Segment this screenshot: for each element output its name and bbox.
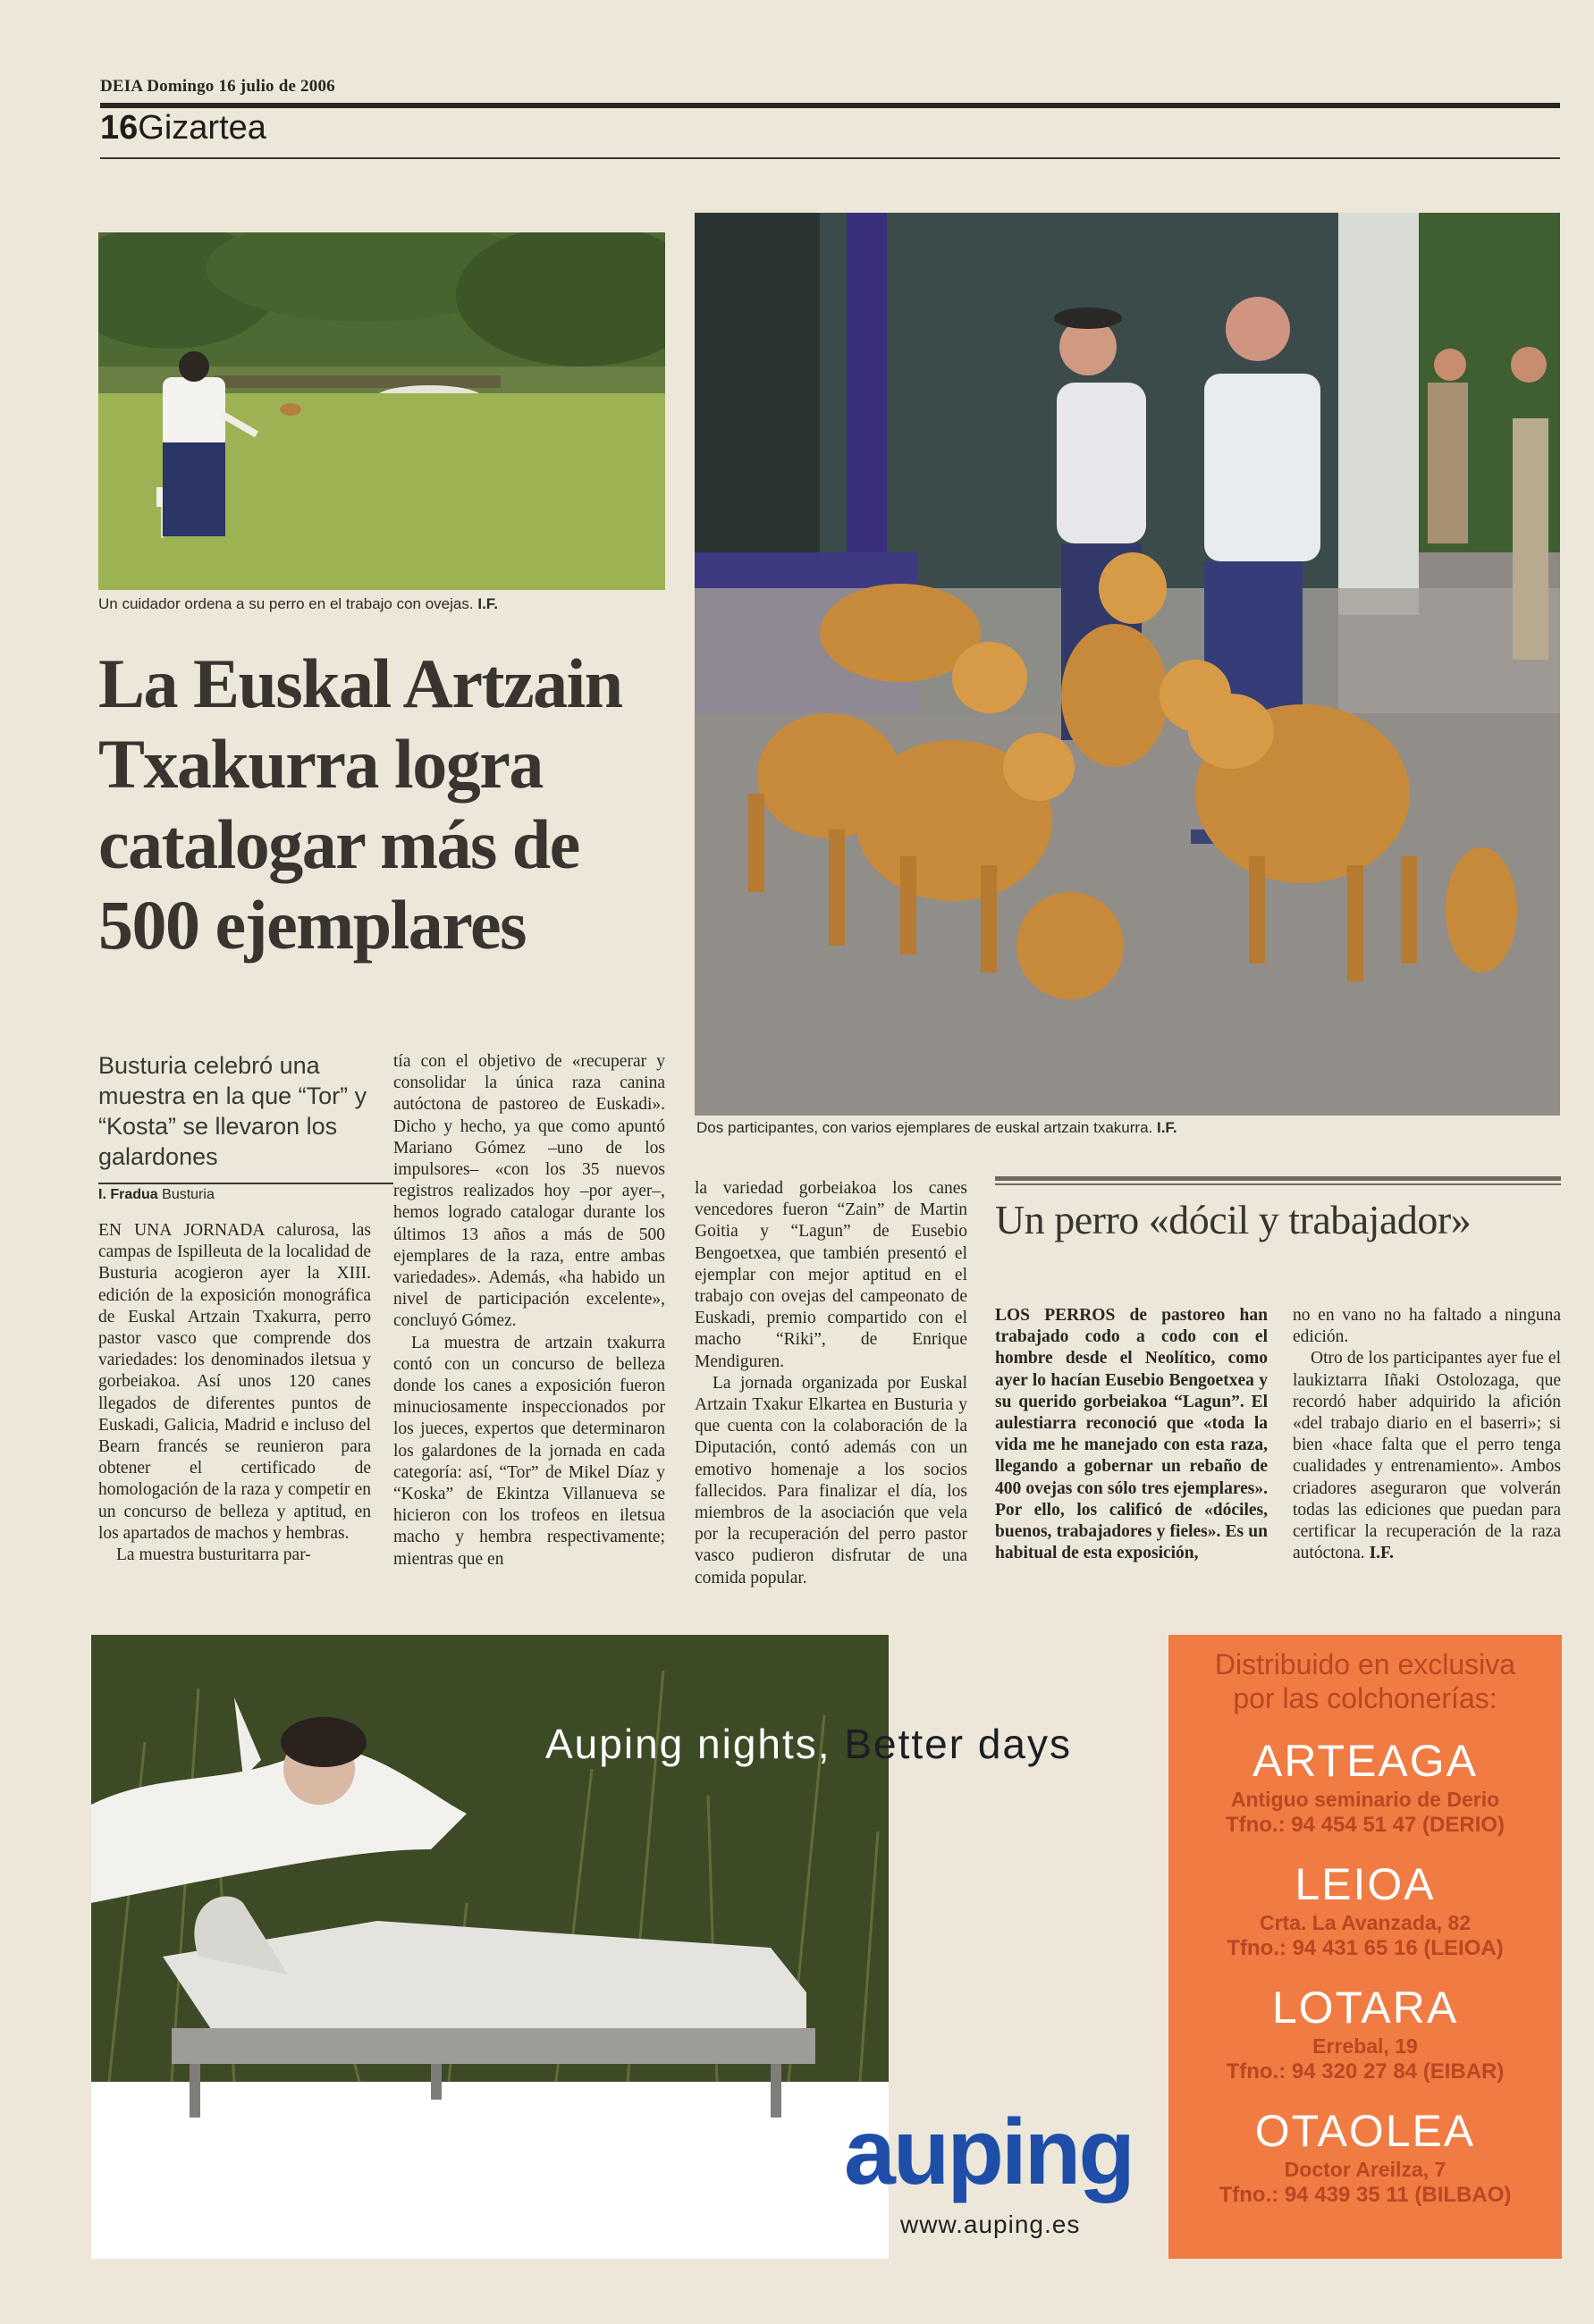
dogs-photo: [695, 213, 1560, 1116]
subhead: Busturia celebró una muestra en la que “Tor” y “Kosta” se llevaron los galardones: [98, 1052, 367, 1170]
store-leioa: [1168, 1858, 1562, 1962]
section-title: [100, 109, 266, 147]
photo2-caption: [696, 1119, 1177, 1137]
ad-tagline: [545, 1720, 1072, 1768]
auping-logo: auping: [844, 2101, 1133, 2204]
header-rule: [100, 103, 1560, 108]
store-phone: Tfno.: 94 439 35 11 (BILBAO): [1219, 2183, 1512, 2207]
paragraph: La muestra busturitarra par-: [116, 1545, 311, 1565]
paragraph-text: Otro de los participantes ayer fue el laukiztarra Iñaki Ostolozaga, que recordó haber adquirido la afición «del trabajo diario en el baserri»; si bien «hace falta que el perro tenga cualidades y entrenamiento». Ambos criadores aseguraron que volverán todas las ediciones que puedan para certificar la recuperación de la raza autóctona.: [1293, 1349, 1561, 1563]
distributor-box: [1168, 1635, 1562, 2259]
store-phone: Tfno.: 94 320 27 84 (EIBAR): [1226, 2059, 1505, 2084]
distributor-heading-1: Distribuido en exclusiva: [1214, 1648, 1516, 1680]
article-column-3: [695, 1178, 967, 1589]
shepherd-photo: [98, 232, 665, 590]
auping-advertisement: [91, 1635, 1562, 2259]
paragraph: La muestra de artzain txakurra contó con un concurso de belleza donde los canes a exposición fueron minuciosamente inspeccionados por los jueces, expertos que determinaron los galardones de la jornada en cada categoría: así, “Tor” de Mikel Díaz y “Koska” de Ekintza Villanueva se hicieron con los trofeos en iletsua macho y hembra respectivamente; mientras que en: [393, 1333, 665, 1569]
sidebar-column-1: [995, 1305, 1268, 1564]
store-lotara: [1168, 1982, 1562, 2085]
photo1-caption-text: Un cuidador ordena a su perro en el trabajo con ovejas.: [98, 595, 474, 612]
store-phone: Tfno.: 94 454 51 47 (DERIO): [1225, 1813, 1505, 1837]
store-name: ARTEAGA: [1252, 1736, 1479, 1786]
tagline-part-1: Auping nights,: [545, 1721, 831, 1767]
store-address: Crta. La Avanzada, 82: [1259, 1911, 1472, 1934]
headline: La Euskal Artzain Txakurra logra catalogar más de 500 ejemplares: [98, 644, 622, 964]
sidebar-column-2: [1293, 1305, 1561, 1564]
paragraph: no en vano no ha faltado a ninguna edición.: [1293, 1306, 1561, 1347]
byline-author: I. Fradua: [98, 1187, 158, 1202]
photo1-caption: [98, 595, 498, 613]
store-name: LOTARA: [1271, 1983, 1459, 2033]
sidebar-rule: [995, 1176, 1561, 1181]
photo1-credit: I.F.: [477, 595, 499, 612]
paragraph: LOS PERROS de pastoreo han trabajado codo a codo con el hombre desde el Neolítico, como ayer lo hacían Eusebio Bengoetxea y su querido gorbeiakoa “Lagun”. El aulestiarra reconoció que «toda la vida me he manejado con esta raza, llegando a gobernar un rebaño de 400 ovejas con sólo tres ejemplares». Por ello, los calificó de «dóciles, buenos, trabajadores y fieles». Es un habitual de esta exposición,: [995, 1306, 1268, 1563]
byline-place: Busturia: [162, 1187, 215, 1202]
photo2-caption-text: Dos participantes, con varios ejemplares de euskal artzain txakurra.: [696, 1119, 1153, 1136]
paragraph: tía con el objetivo de «recuperar y consolidar la única raza canina autóctona de pastoreo de Euskadi». Dicho y hecho, ya que como apuntó Mariano Gómez –uno de los impulsores– «con los 35 nuevos registros realizados hoy –por ayer–, hemos logrado catalogar durante los últimos 13 años a más de 500 ejemplares de la raza, entre ambas variedades». Además, «ha habido un nivel de participación excelente», concluyó Gómez.: [393, 1052, 665, 1331]
page-number: 16: [100, 109, 139, 147]
store-address: Errebal, 19: [1312, 2034, 1418, 2058]
store-name: OTAOLEA: [1254, 2106, 1476, 2156]
store-address: Antiguo seminario de Derio: [1230, 1788, 1500, 1811]
paragraph: la variedad gorbeiakoa los canes vencedores fueron “Zain” de Martin Goitia y “Lagun” de Eusebio Bengoetxea, que también presentó el ejemplar con mejor aptitud en el trabajo con ovejas del campeonato de Euskadi, premio compartido con el macho “Riki”, de Enrique Mendiguren.: [695, 1179, 967, 1371]
sidebar-credit: I.F.: [1369, 1544, 1395, 1563]
sidebar-title: Un perro «dócil y trabajador»: [995, 1197, 1472, 1242]
store-otaolea: [1168, 2105, 1562, 2209]
photo2-credit: I.F.: [1156, 1119, 1177, 1136]
paragraph: La jornada organizada por Euskal Artzain Txakur Elkartea en Busturia y que cuenta con la colaboración de la Diputación, contó además con un emotivo homenaje a los socios fallecidos. Para finalizar el día, los miembros de la asociación que vela por la recuperación del perro pastor vasco pudieron disfrutar de una comida popular.: [695, 1373, 967, 1587]
section-rule: [100, 157, 1560, 159]
ad-url[interactable]: www.auping.es: [900, 2210, 1081, 2238]
section-name: Gizartea: [138, 109, 266, 147]
article-column-1: [98, 1220, 371, 1566]
store-phone: Tfno.: 94 431 65 16 (LEIOA): [1227, 1936, 1504, 1960]
store-name: LEIOA: [1295, 1859, 1436, 1909]
byline: [98, 1183, 393, 1203]
distributor-heading-2: por las colchonerías:: [1233, 1682, 1497, 1714]
tagline-part-2: Better days: [844, 1721, 1073, 1767]
paragraph: EN UNA JORNADA calurosa, las campas de Ispilleuta de la localidad de Busturia acogieron ayer la XIII. edición de la exposición monográfica de Euskal Artzain Txakurra, perro pastor vasco que comprende dos variedades: los denominados iletsua y gorbeiakoa. Así unos 120 canes llegados de diferentes puntos de Euskadi, Galicia, Madrid e incluso del Bearn francés se reunieron para obtener el certificado de homologación de la raza y competir en un concurso de belleza y aptitud, en los apartados de machos y hembras.: [98, 1221, 371, 1543]
sidebar-rule-thin: [995, 1183, 1561, 1185]
paragraph: [1293, 1348, 1561, 1564]
store-arteaga: [1168, 1735, 1562, 1839]
masthead: DEIA Domingo 16 julio de 2006: [100, 77, 335, 96]
store-address: Doctor Areilza, 7: [1284, 2158, 1446, 2181]
article-column-2: [393, 1051, 665, 1570]
